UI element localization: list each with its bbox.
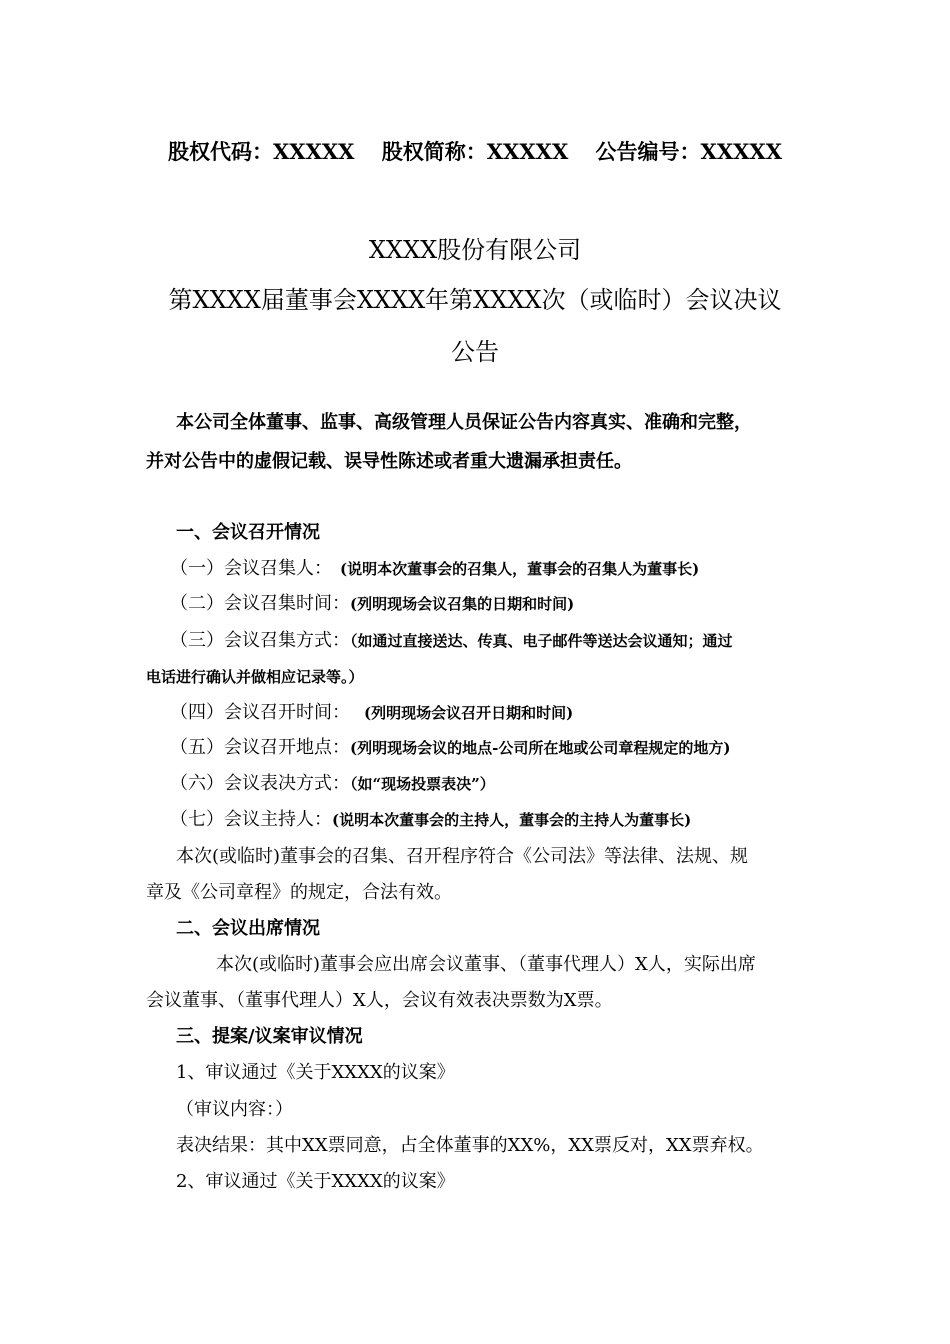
section1-heading: 一、会议召开情况 — [176, 522, 320, 543]
item-label: （四）会议召开时间： — [170, 702, 350, 723]
item-note: (列明现场会议召开日期和时间) — [364, 704, 574, 722]
legality-line-1: 本次(或临时)董事会的召集、召开程序符合《公司法》等法律、法规、规 — [176, 846, 749, 867]
statement-line-1: 本公司全体董事、监事、高级管理人员保证公告内容真实、准确和完整， — [176, 412, 752, 433]
meeting-convener-item — [170, 557, 699, 581]
section2-heading: 二、会议出席情况 — [176, 918, 320, 939]
review-content: （审议内容：） — [176, 1099, 293, 1120]
meeting-place-item — [170, 736, 730, 760]
convene-method-continuation — [146, 665, 364, 689]
proposal-item-1: 1、审议通过《关于XXXX的议案》 — [176, 1062, 455, 1083]
announcement-number: 公告编号：XXXXX — [595, 139, 783, 164]
item-note: (列明现场会议召集的日期和时间) — [350, 595, 575, 613]
convene-time-item — [170, 592, 574, 616]
legality-line-2: 章及《公司章程》的规定，合法有效。 — [146, 882, 452, 903]
stock-short-name: 股权简称：XXXXX — [381, 139, 569, 164]
meeting-title: 第XXXX届董事会XXXX年第XXXX次（或临时）会议决议 — [168, 286, 782, 314]
section3-heading: 三、提案/议案审议情况 — [176, 1026, 363, 1047]
meeting-time-item — [170, 701, 573, 725]
item-label: （七）会议主持人： — [170, 809, 332, 830]
company-name: XXXX股份有限公司 — [368, 236, 582, 264]
item-note: （如通过直接送达、传真、电子邮件等送达会议通知；通过 — [350, 632, 733, 650]
convene-method-item — [170, 629, 733, 653]
item-note: （如“现场投票表决”） — [350, 775, 495, 793]
statement-line-2: 并对公告中的虚假记载、误导性陈述或者重大遗漏承担责任。 — [146, 451, 632, 472]
attendance-line-1: 本次(或临时)董事会应出席会议董事、（董事代理人）X人，实际出席 — [216, 954, 756, 975]
item-label: （六）会议表决方式： — [170, 773, 350, 794]
item-note: (说明本次董事会的召集人，董事会的召集人为董事长) — [340, 560, 700, 578]
voting-method-item — [170, 772, 495, 796]
stock-code: 股权代码：XXXXX — [167, 139, 355, 164]
vote-result: 表决结果：其中XX票同意，占全体董事的XX%，XX票反对，XX票弃权。 — [176, 1135, 764, 1156]
attendance-line-2: 会议董事、（董事代理人）X人，会议有效表决票数为X票。 — [146, 990, 613, 1011]
item-label: （二）会议召集时间： — [170, 593, 350, 614]
proposal-item-2: 2、审议通过《关于XXXX的议案》 — [176, 1171, 455, 1192]
item-label: （三）会议召集方式： — [170, 630, 350, 651]
item-note: (说明本次董事会的主持人，董事会的主持人为董事长) — [332, 811, 692, 829]
announcement-word: 公告 — [451, 338, 499, 366]
item-note: 电话进行确认并做相应记录等。） — [146, 668, 364, 686]
item-label: （五）会议召开地点： — [170, 737, 350, 758]
announcement-header — [0, 138, 950, 166]
item-label: （一）会议召集人： — [170, 558, 332, 579]
item-note: (列明现场会议的地点-公司所在地或公司章程规定的地方) — [350, 739, 731, 757]
meeting-host-item — [170, 808, 691, 832]
